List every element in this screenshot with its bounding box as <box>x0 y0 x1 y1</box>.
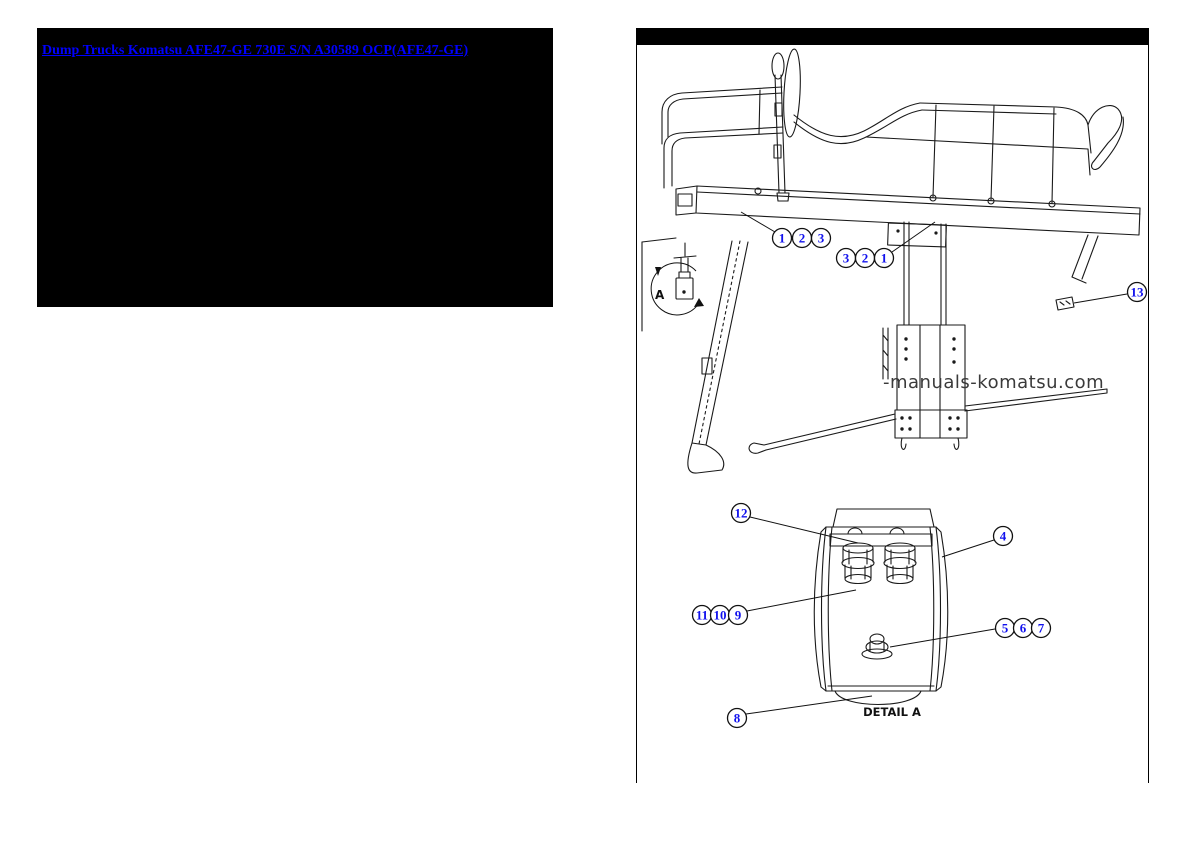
callout-5 <box>996 619 1015 638</box>
view-a-arrow <box>651 263 704 315</box>
svg-text:3: 3 <box>842 250 850 266</box>
svg-text:11: 11 <box>695 607 709 623</box>
svg-text:6: 6 <box>1019 620 1027 636</box>
callout-3 <box>837 249 856 268</box>
svg-text:1: 1 <box>880 250 888 266</box>
parts-diagram-panel <box>636 28 1149 783</box>
callout-11 <box>693 606 712 625</box>
panel-header-bar <box>636 28 1149 45</box>
svg-text:10: 10 <box>713 607 727 623</box>
parts-diagram <box>636 45 1149 783</box>
callout-12 <box>732 504 751 523</box>
callout-6 <box>1014 619 1033 638</box>
callout-8 <box>728 709 747 728</box>
view-a-label: A <box>655 288 665 302</box>
svg-text:3: 3 <box>817 230 825 246</box>
callout-4-leader <box>942 540 994 557</box>
svg-text:2: 2 <box>861 250 869 266</box>
callout-2 <box>793 229 812 248</box>
svg-text:9: 9 <box>734 607 742 623</box>
callout-4 <box>994 527 1013 546</box>
callout-3 <box>812 229 831 248</box>
svg-text:2: 2 <box>798 230 806 246</box>
watermark-text: -manuals-komatsu.com <box>883 372 1105 393</box>
callout-9-leader <box>747 590 856 611</box>
svg-text:5: 5 <box>1001 620 1009 636</box>
callout-1-leader <box>741 212 775 232</box>
callout-1 <box>875 249 894 268</box>
callout-10 <box>711 606 730 625</box>
callout-1 <box>773 229 792 248</box>
svg-text:8: 8 <box>733 710 741 726</box>
callout-13-leader <box>1074 294 1127 303</box>
callout-7 <box>1032 619 1051 638</box>
callout-layer <box>693 212 1147 728</box>
callout-12-leader <box>750 517 858 543</box>
callout-13 <box>1128 283 1147 302</box>
svg-text:13: 13 <box>1130 284 1144 300</box>
detail-a-label: DETAIL A <box>863 705 921 719</box>
svg-text:4: 4 <box>999 528 1007 544</box>
callout-8-leader <box>746 696 872 714</box>
detail-a-drawing <box>814 509 948 719</box>
callout-9 <box>729 606 748 625</box>
model-link-banner <box>37 28 553 307</box>
svg-text:1: 1 <box>778 230 786 246</box>
model-link[interactable]: Dump Trucks Komatsu AFE47-GE 730E S/N A30589 OCP(AFE47-GE) <box>42 43 469 58</box>
svg-text:12: 12 <box>734 505 748 521</box>
callout-2 <box>856 249 875 268</box>
callout-5-leader <box>890 629 995 647</box>
svg-text:7: 7 <box>1037 620 1045 636</box>
callout-1-leader <box>892 222 935 252</box>
